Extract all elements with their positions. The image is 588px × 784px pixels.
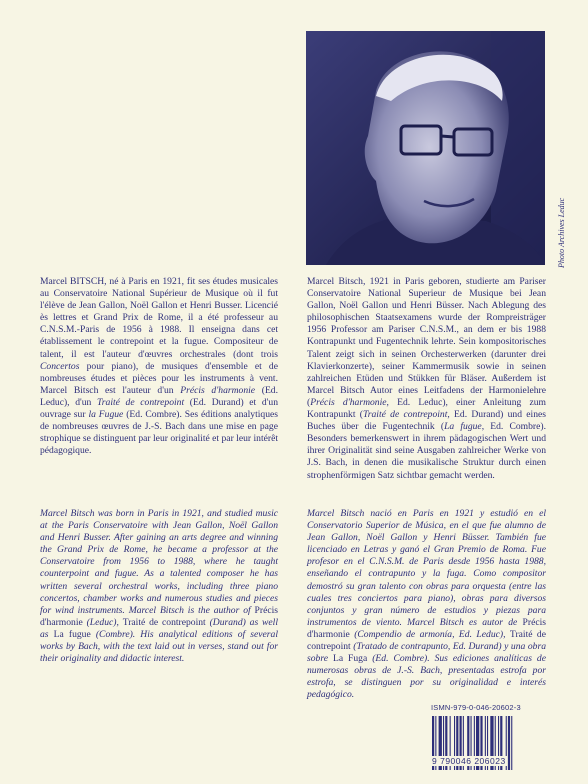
bio-german: Marcel Bitsch, 1921 in Paris geboren, studierte am Pariser Conservatoire National Superieur de Musique bei Jean Gallon, Noël Gallon und Henri Büsser. Nach Ablegung des philosophischen Staatsexamens wurde der Rompreisträger 1956 Professor am Pariser C.N.S.M., an dem er bis 1988 Kontrapunkt und Fugentechnik lehrte. Sein kompositorisches Talent zeigt sich in seinen Orchesterwerken (darunter drei Klavierkonzerte), seiner Kammermusik sowie in seinen zahlreichen Etüden und Stükken für Bläser. Außerdem ist Marcel Bitsch Autor eines Leitfadens der Harmonielehre (Précis d'harmonie, Ed. Leduc), einer Anleitung zum Kontrapunkt (Traité de contrepoint, Ed. Durand) und eines Buches über die Fugentechnik (La fugue, Ed. Combre). Besonders bemerkenswert in ihrem pädagogischen Wert und ihrer Originalität sind seine Ausgaben zahlreicher Werke von J.S. Bach, in denen die musikalische Struktur durch einen strophenförmigen Satz sichtbar gemacht werden. [307,276,547,481]
isbn-label: ISMN-979-0-046-20602-3 [431,703,521,712]
composer-photo [306,31,545,265]
bio-french: Marcel BITSCH, né à Paris en 1921, fit ses études musicales au Conservatoire National Supérieur de Musique où il fut l'élève de Jean Gallon, Noël Gallon et Henri Busser. Licencié ès lettres et Grand Prix de Rome, il a été professeur au C.N.S.M.-Paris de 1956 à 1988. Il enseigna dans cet établissement le contrepoint et la fugue. Compositeur de talent, il est l'auteur d'œuvres orchestrales (dont trois Concertos pour piano), de musiques d'ensemble et de nombreuses études et pièces pour les instruments à vent. Marcel Bitsch est l'auteur d'un Précis d'harmonie (Ed. Leduc), d'un Traité de contrepoint (Ed. Durand) et d'un ouvrage sur la Fugue (Ed. Combre). Ses éditions analytiques de nombreuses œuvres de J.-S. Bach dans une mise en page strophique se distinguent par leur originalité et par leur intérêt pédagogique. [40,276,278,457]
photo-credit: Photo Archives Leduc [557,197,566,268]
bio-english: Marcel Bitsch was born in Paris in 1921, and studied music at the Paris Conservatoire with Jean Gallon, Noël Gallon and Henri Busser. After gaining an arts degree and winning the Grand Prix de Rome, he became a professor at the Conservatoire from 1956 to 1988, where he taught counterpoint and fugue. As a talented composer he has written several orchestral works, including three piano concertos, chamber works and numerous studies and pieces for wind instruments. Marcel Bitsch is the author of Précis d'harmonie (Leduc), Traité de contrepoint (Durand) as well as La fugue (Combre). His analytical editions of several works by Bach, with the text laid out in verses, stand out for their originality and didactic interest. [40,508,279,665]
bio-spanish: Marcel Bitsch nació en Paris en 1921 y estudió en el Conservatorio Superior de Música, en el que fue alumno de Jean Gallon, Noël Gallon y Henri Büsser. También fue licenciado en Letras y ganó el Gran Premio de Roma. Fue profesor en el C.N.S.M. de Paris desde 1956 hasta 1988, enseñando el contrapunto y la fuga. Como compositor demostró su gran talento con obras para orquesta (entre las cuales tres conciertos para piano), obras para diversos conjuntos y gran número de estudios y piezas para instrumentos de viento. Marcel Bitsch es autor de Précis d'harmonie (Compendio de armonía, Ed. Leduc), Traité de contrepoint (Tratado de contrapunto, Ed. Durand) y una obra sobre La Fuga (Ed. Combre). Sus ediciones analíticas de numerosas obras de J.-S. Bach, presentadas estrofa por estrofa, se distinguen por su originalidad e interés pedagógico. [307,508,546,701]
barcode-number: 9 790046 206023 [432,756,506,766]
